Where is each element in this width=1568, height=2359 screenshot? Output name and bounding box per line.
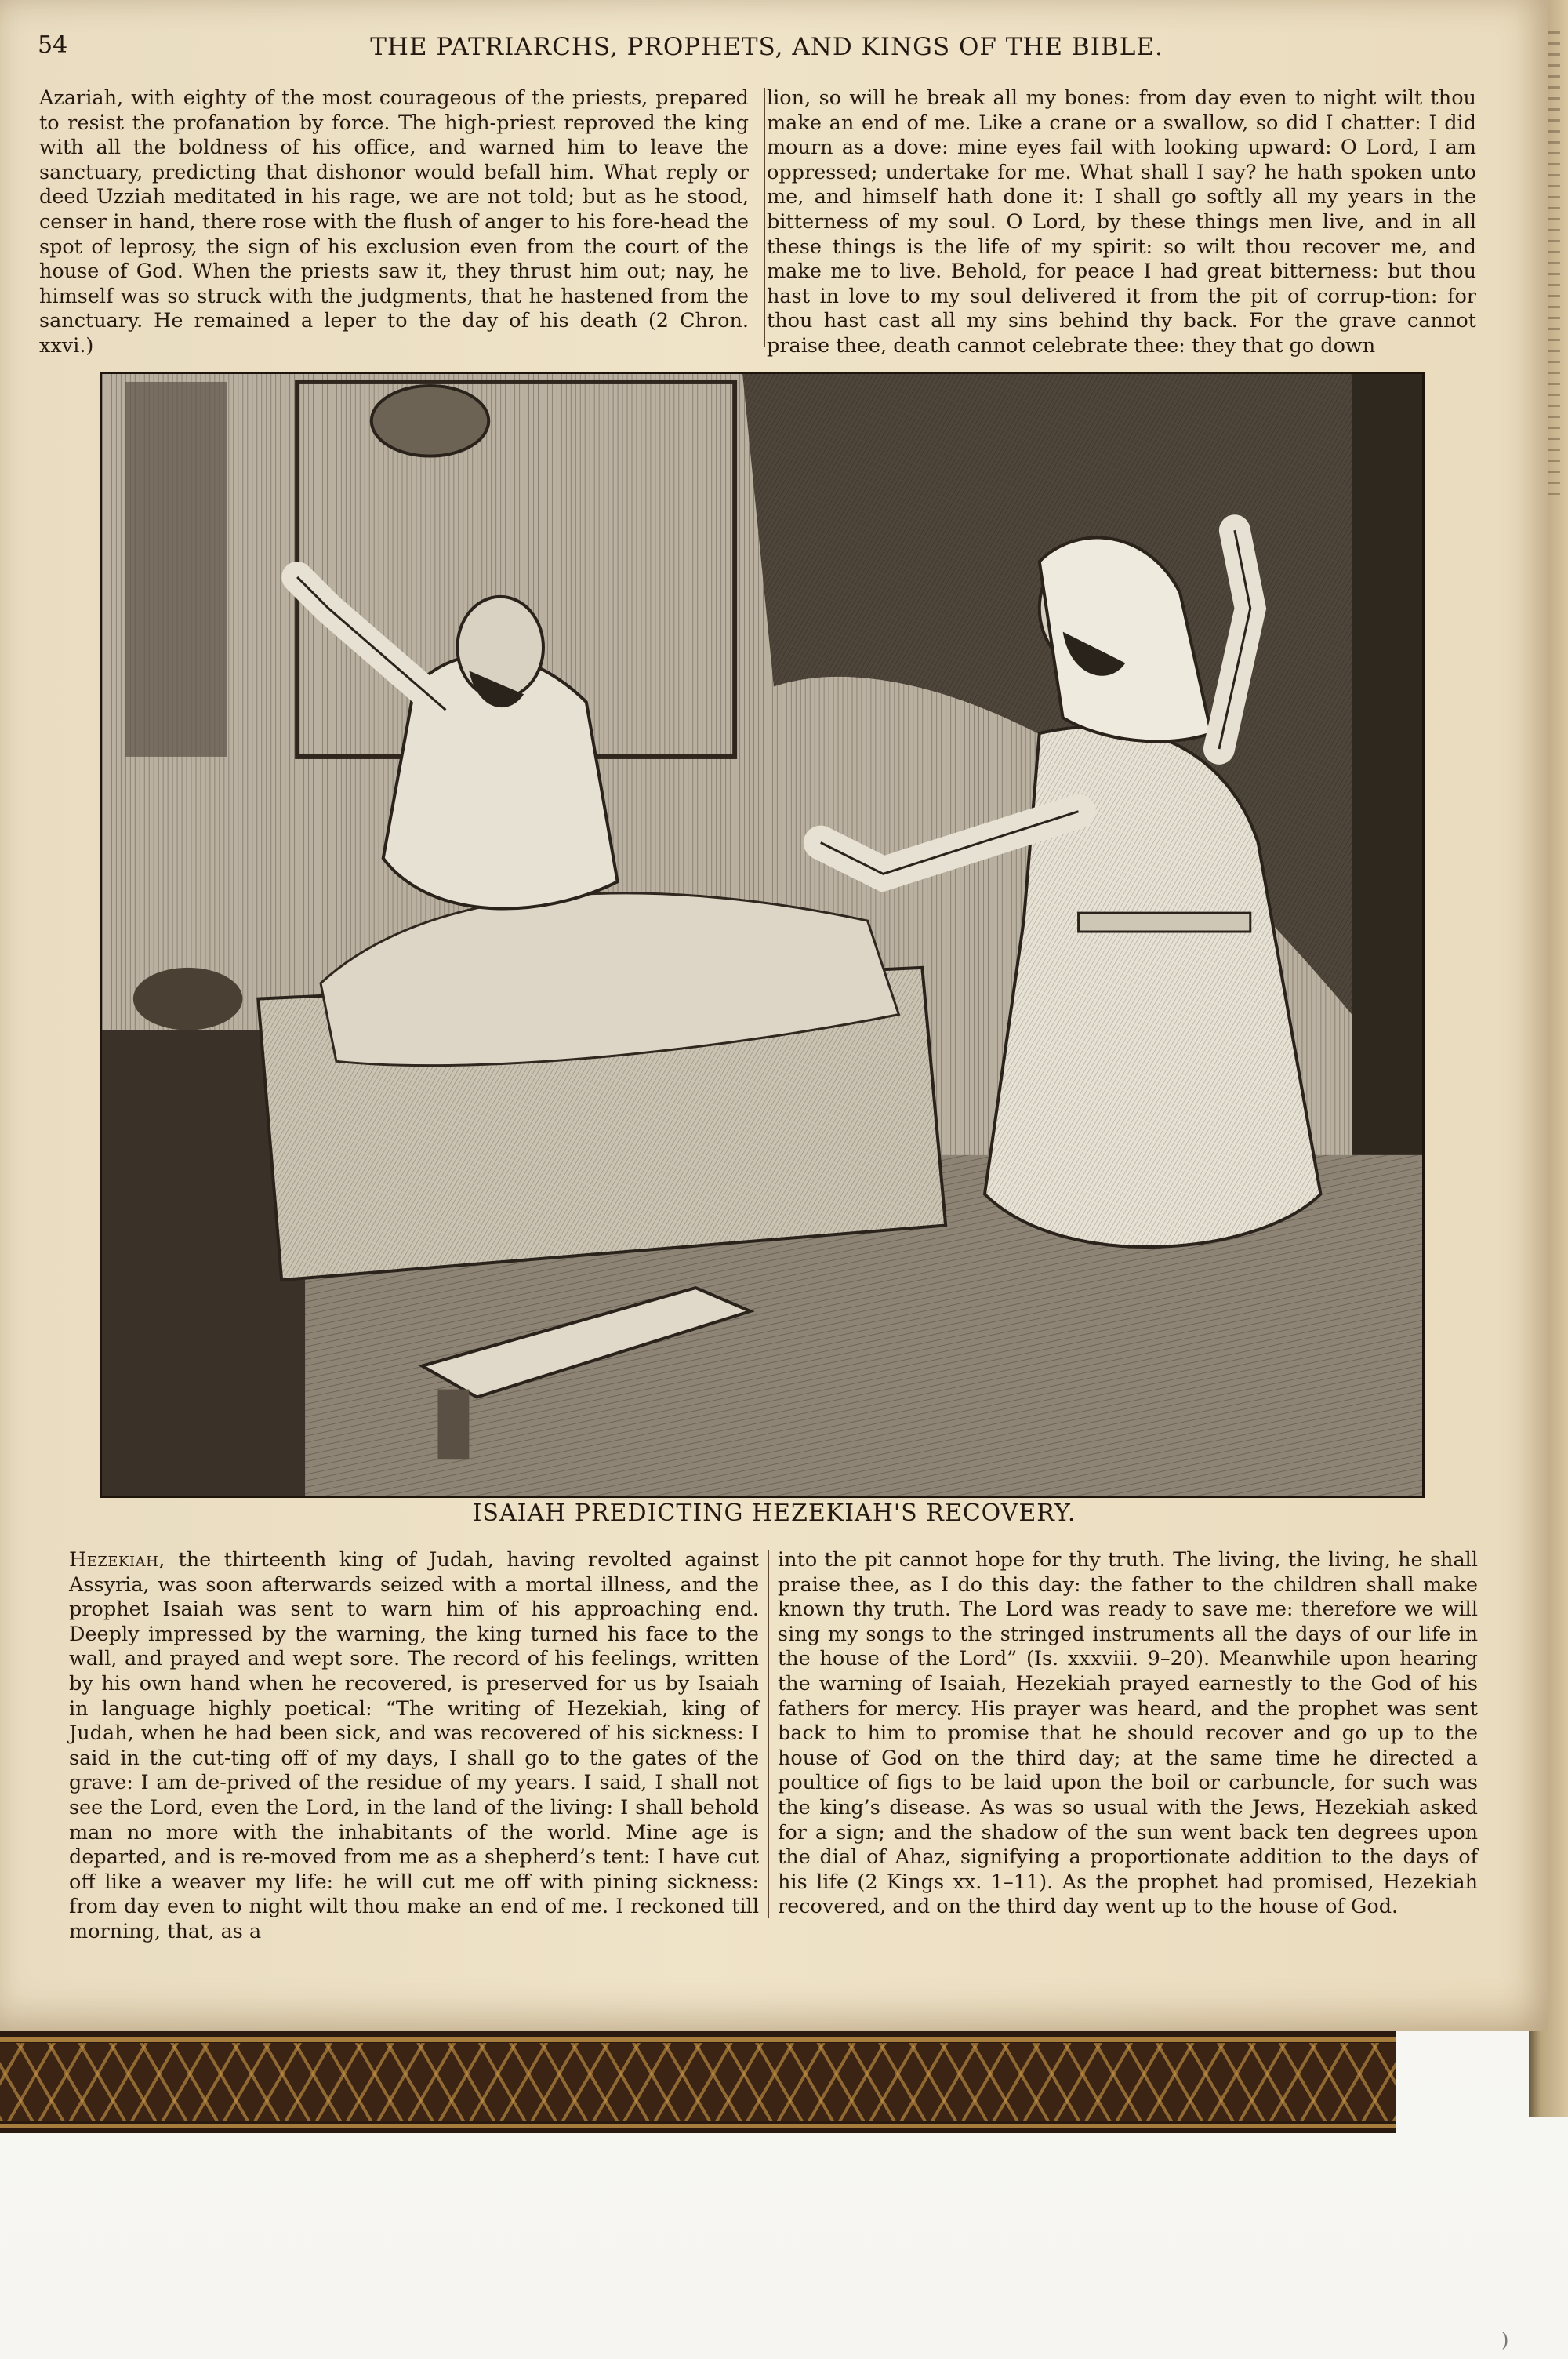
top-right-column: lion, so will he break all my bones: from day even to night wilt thou make an end of me. Like a crane or a swallow, so did I chatter: I did mourn as a dove: mine eyes fail with looking upward: O Lord, I am oppressed; undertake for me. What shall I say? he hath spoken unto me, and himself hath done it: I shall go softly all my years in the bitterness of my soul. O Lord, by these things men live, and in all these things is the life of my spirit: so wilt thou recover me, and make me to live. Behold, for peace I had great bitterness: but thou hast in love to my soul delivered it from the pit of corrup-tion: for thou hast cast all my sins behind thy back. For the grave cannot praise thee, death cannot celebrate thee: they that go down [767,86,1476,358]
wall-pillar-left [125,382,227,757]
bottom-right-column: into the pit cannot hope for thy truth. The living, the living, he shall praise thee, as I do this day: the father to the children shall make known thy truth. The Lord was ready to save me: therefore we will sing my songs to the stringed instruments all the days of our life in the house of the Lord” (Is. xxxviii. 9–20). Meanwhile upon hearing the warning of Isaiah, Hezekiah prayed earnestly to the God of his fathers for mercy. His prayer was heard, and the prophet was sent back to him to promise that he should recover and go up to the house of God on the third day; at the same time he directed a poultice of figs to be laid upon the boil or carbuncle, for such was the king’s disease. As was so usual with the Jews, Hezekiah asked for a sign; and the shadow of the sun went back ten degrees upon the dial of Ahaz, signifying a proportionate addition to the days of his life (2 Kings xx. 1–11). As the prophet had promised, Hezekiah recovered, and on the third day went up to the house of God. [778,1548,1478,1919]
bottom-left-column [69,1548,759,1945]
book-binding [0,2031,1396,2133]
column-rule-bottom [768,1550,769,1918]
table-vessel [133,968,243,1030]
wall-shield-ornament [372,386,488,456]
top-left-column: Azariah, with eighty of the most courageous of the priests, prepared to resist the profanation by force. The high-priest reproved the king with all the boldness of his office, and warned him to leave the sanctuary, predicting that dishonor would befall him. What reply or deed Uzziah meditated in his rage, we are not told; but as he stood, censer in hand, there rose with the flush of anger to his fore-head the spot of leprosy, the sign of his exclusion even from the court of the house of God. When the priests saw it, they thrust him out; nay, he himself was so struck with the judgments, that he hastened from the sanctuary. He remained a leper to the day of his death (2 Chron. xxvi.) [39,86,749,358]
drop-lead-word: Hezekiah, [69,1548,165,1572]
column-rule-top [764,88,765,347]
running-title: THE PATRIARCHS, PROPHETS, AND KINGS OF THE BIBLE. [370,33,1163,61]
bottom-left-text: the thirteenth king of Judah, having revolted against Assyria, was soon afterwards seized with a mortal illness, and the prophet Isaiah was sent to warn him of his approaching end. Deeply impressed by the warning, the king turned his face to the wall, and prayed and wept sore. The record of his feelings, written by his own hand when he recovered, is preserved for us by Isaiah in language highly poetical: “The writing of Hezekiah, king of Judah, when he had been sick, and was recovered of his sickness: I said in the cut-ting off of my days, I shall go to the gates of the grave: I am de-prived of the residue of my years. I said, I shall not see the Lord, even the Lord, in the land of the living: I shall behold man no more with the inhabitants of the world. Mine age is departed, and is re-moved from me as a shepherd’s tent: I have cut off like a weaver my life: he will cut me off with pining sickness: from day even to night wilt thou make an end of me. I reckoned till morning, that, as a [69,1548,759,1943]
illustration-caption: ISAIAH PREDICTING HEZEKIAH'S RECOVERY. [472,1499,1076,1527]
page-number: 54 [38,31,68,59]
engraving-svg [102,374,1422,1496]
stray-mark: ) [1501,2329,1509,2351]
page-header [38,30,1496,77]
footstool-leg [437,1390,469,1460]
engraving-illustration [100,372,1425,1498]
